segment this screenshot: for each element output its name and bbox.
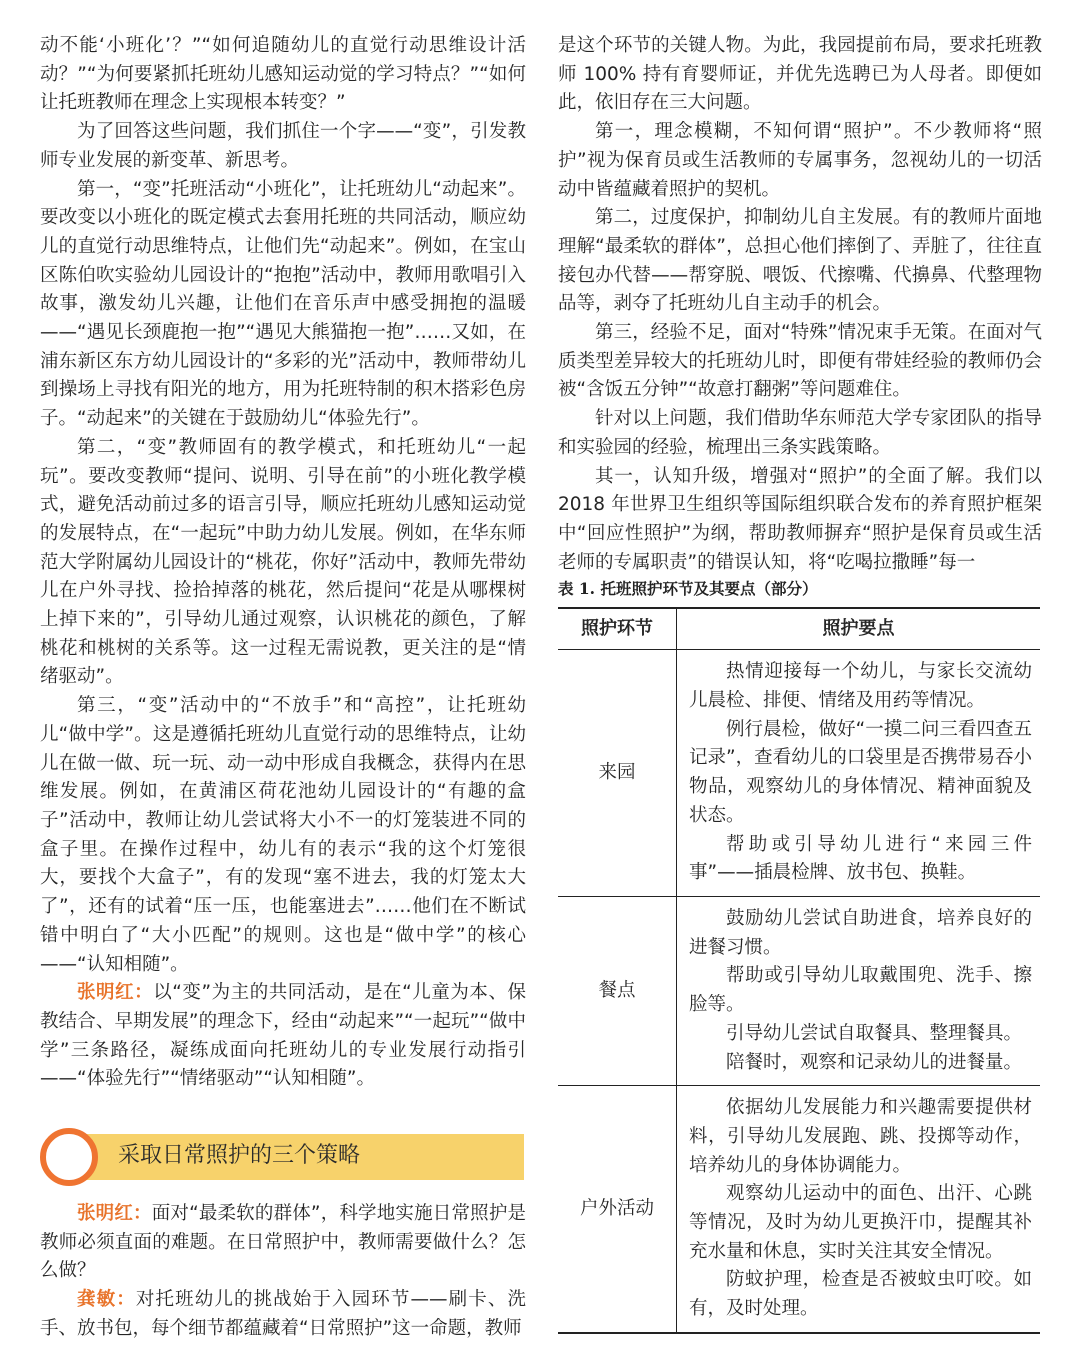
stage-cell: 户外活动: [558, 1086, 677, 1333]
point-text: 引导幼儿尝试自取餐具、整理餐具。: [726, 1022, 1023, 1044]
left-column: [40, 32, 526, 1344]
speaker-name: 张明红：: [77, 982, 154, 1004]
right-column: [558, 32, 1042, 1334]
points-cell: [677, 1086, 1041, 1333]
table-row: [558, 650, 1040, 897]
speaker-text: 面对“最柔软的群体”，科学地实施日常照护是教师必须直面的难题。在日常照护中，教师需要做什么？怎么做？: [40, 1203, 526, 1282]
paragraph: 第三，经验不足，面对“特殊”情况束手无策。在面对气质类型差异较大的托班幼儿时，即便有带娃经验的教师仍会被“含饭五分钟”“故意打翻粥”等问题难住。: [558, 322, 1042, 401]
table-caption: 表 1. 托班照护环节及其要点（部分）: [558, 579, 818, 599]
table-header-row: [558, 608, 1040, 650]
point-text: 热情迎接每一个幼儿，与家长交流幼儿晨检、排便、情绪及用药等情况。: [689, 661, 1032, 712]
speaker-paragraph: [40, 1286, 526, 1343]
paragraph: 为了回答这些问题，我们抓住一个字——“变”，引发教师专业发展的新变革、新思考。: [40, 121, 526, 171]
speaker-paragraph: [40, 979, 526, 1094]
paragraph: 第一，“变”托班活动“小班化”，让托班幼儿“动起来”。要改变以小班化的既定模式去套用托班的共同活动，顺应幼儿的直觉行动思维特点，让他们先“动起来”。例如，在宝山区陈伯吹实验幼儿园设计的“抱抱”活动中，教师用歌唱引入故事，激发幼儿兴趣，让他们在音乐声中感受拥抱的温暖——“遇见长颈鹿抱一抱”“遇见大熊猫抱一抱”……又如，在浦东新区东方幼儿园设计的“多彩的光”活动中，教师带幼儿到操场上寻找有阳光的地方，用为托班特制的积木搭彩色房子。“动起来”的关键在于鼓励幼儿“体验先行”。: [40, 178, 526, 430]
paragraph: 针对以上问题，我们借助华东师范大学专家团队的指导和实验园的经验，梳理出三条实践策略。: [558, 408, 1042, 458]
point-text: 观察幼儿运动中的面色、出汗、心跳等情况，及时为幼儿更换汗巾，提醒其补充水量和休息，实时关注其安全情况。: [689, 1183, 1032, 1262]
care-table: [558, 607, 1040, 1333]
speaker-name: 龚敏：: [77, 1289, 136, 1311]
point-text: 陪餐时，观察和记录幼儿的进餐量。: [726, 1051, 1023, 1073]
header-stage: 照护环节: [558, 608, 677, 650]
table-row: [558, 896, 1040, 1085]
paragraph: 第一，理念模糊，不知何谓“照护”。不少教师将“照护”视为保育员或生活教师的专属事务，忽视幼儿的一切活动中皆蕴藏着照护的契机。: [558, 121, 1042, 200]
points-cell: [677, 896, 1041, 1085]
point-text: 帮助或引导幼儿进行“来园三件事”——插晨检牌、放书包、换鞋。: [689, 833, 1032, 884]
section-title: 采取日常照护的三个策略: [118, 1143, 361, 1169]
point-text: 帮助或引导幼儿取戴围兜、洗手、擦脸等。: [689, 965, 1032, 1016]
speaker-text: 以“变”为主的共同活动，是在“儿童为本、保教结合、早期发展”的理念下，经由“动起来”“一起玩”“做中学”三条路径，凝练成面向托班幼儿的专业发展行动指引——“体验先行”“情绪驱动”“认知相随”。: [40, 982, 526, 1090]
paragraph: 其一，认知升级，增强对“照护”的全面了解。我们以 2018 年世界卫生组织等国际组织联合发布的养育照护框架中“回应性照护”为纲，帮助教师摒弃“照护是保育员或生活老师的专属职责”的错误认知，将“吃喝拉撒睡”每一: [558, 465, 1042, 573]
point-text: 鼓励幼儿尝试自助进食，培养良好的进餐习惯。: [689, 907, 1032, 958]
paragraph: 第二，“变”教师固有的教学模式，和托班幼儿“一起玩”。要改变教师“提问、说明、引导在前”的小班化教学模式，避免活动前过多的语言引导，顺应托班幼儿感知运动觉的发展特点，在“一起玩”中助力幼儿发展。例如，在华东师范大学附属幼儿园设计的“桃花，你好”活动中，教师先带幼儿在户外寻找、捡拾掉落的桃花，然后提问“花是从哪棵树上掉下来的”，引导幼儿通过观察，认识桃花的颜色，了解桃花和桃树的关系等。这一过程无需说教，更关注的是“情绪驱动”。: [40, 436, 526, 688]
circle-icon: [40, 1128, 98, 1186]
header-points: 照护要点: [677, 608, 1041, 650]
speaker-name: 张明红：: [77, 1203, 152, 1225]
stage-cell: 来园: [558, 650, 677, 897]
stage-cell: 餐点: [558, 896, 677, 1085]
speaker-paragraph: [40, 1200, 526, 1286]
points-cell: [677, 650, 1041, 897]
point-text: 例行晨检，做好“一摸二问三看四查五记录”，查看幼儿的口袋里是否携带易吞小物品，观察幼儿的身体情况、精神面貌及状态。: [689, 718, 1032, 826]
speaker-text: 对托班幼儿的挑战始于入园环节——刷卡、洗手、放书包，每个细节都蕴藏着“日常照护”这一命题，教师: [40, 1289, 526, 1339]
paragraph: 动不能‘小班化’？”“如何追随幼儿的直觉行动思维设计活动？”“为何要紧抓托班幼儿感知运动觉的学习特点？”“如何让托班教师在理念上实现根本转变？”: [40, 35, 526, 114]
table-row: [558, 1086, 1040, 1333]
section-heading: [40, 1128, 526, 1178]
point-text: 依据幼儿发展能力和兴趣需要提供材料，引导幼儿发展跑、跳、投掷等动作，培养幼儿的身体协调能力。: [689, 1097, 1032, 1176]
paragraph: 第二，过度保护，抑制幼儿自主发展。有的教师片面地理解“最柔软的群体”，总担心他们摔倒了、弄脏了，往往直接包办代替——帮穿脱、喂饭、代擦嘴、代擤鼻、代整理物品等，剥夺了托班幼儿自主动手的机会。: [558, 207, 1042, 315]
paragraph: 第三，“变”活动中的“不放手”和“高控”，让托班幼儿“做中学”。这是遵循托班幼儿直觉行动的思维特点，让幼儿在做一做、玩一玩、动一动中形成自我概念，获得内在思维发展。例如，在黄浦区荷花池幼儿园设计的“有趣的盒子”活动中，教师让幼儿尝试将大小不一的灯笼装进不同的盒子里。在操作过程中，幼儿有的表示“我的这个灯笼很大，要找个大盒子”，有的发现“塞不进去，我的灯笼太大了”，还有的试着“压一压，也能塞进去”……他们在不断试错中明白了“大小匹配”的规则。这也是“做中学”的核心——“认知相随”。: [40, 695, 526, 975]
paragraph: 是这个环节的关键人物。为此，我园提前布局，要求托班教师 100% 持有育婴师证，并优先选聘已为人母者。即便如此，依旧存在三大问题。: [558, 35, 1042, 114]
point-text: 防蚊护理，检查是否被蚊虫叮咬。如有，及时处理。: [689, 1269, 1032, 1320]
